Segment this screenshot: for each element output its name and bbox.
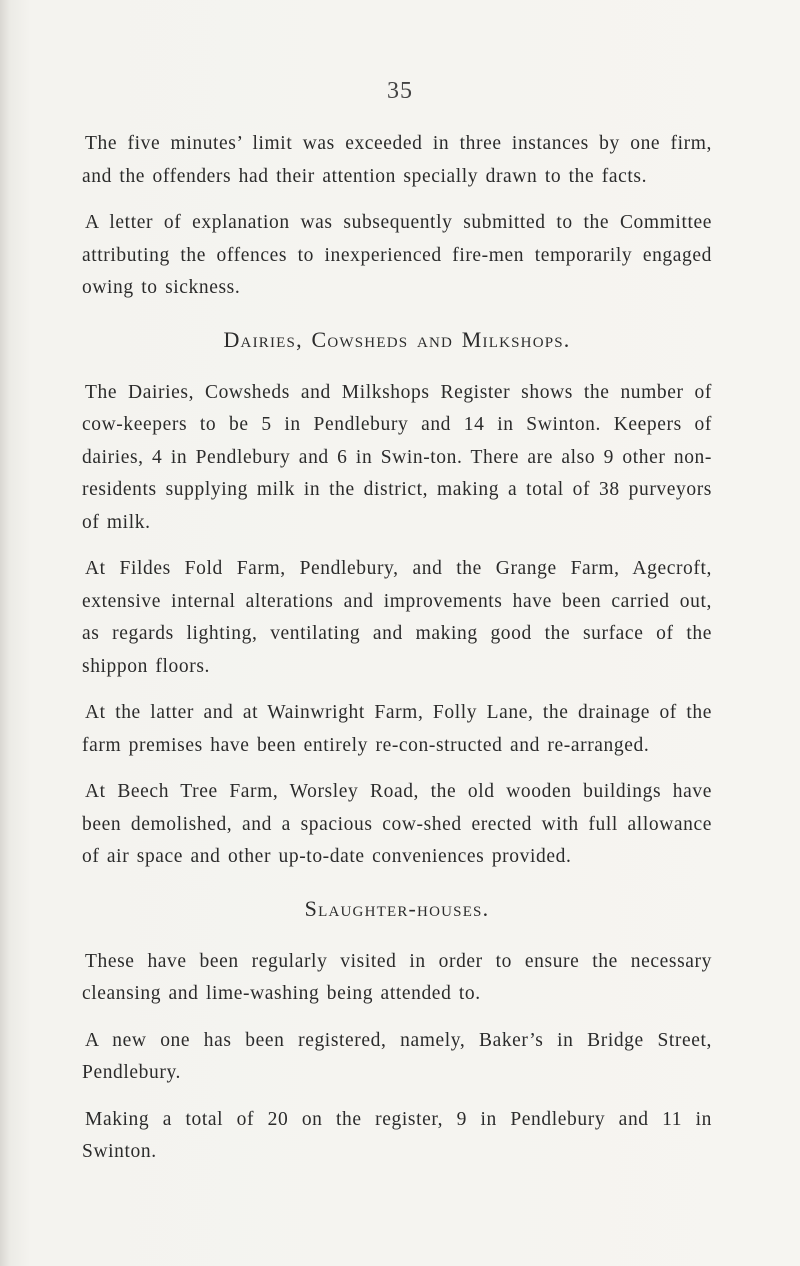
paragraph: A letter of explanation was subsequently submitted to the Committee attributing the offences to inexperienced fire-men temporarily engaged owing to sickness. bbox=[82, 212, 712, 298]
page-body bbox=[82, 128, 712, 1169]
section-heading-dairies: Dairies, Cowsheds and Milkshops. bbox=[223, 326, 571, 352]
paragraph: A new one has been registered, namely, Baker’s in Bridge Street, Pendlebury. bbox=[82, 1029, 712, 1083]
paragraph: The five minutes’ limit was exceeded in three instances by one firm, and the offenders had their attention specially drawn to the facts. bbox=[82, 133, 712, 187]
section-heading-slaughter-houses: Slaughter-houses. bbox=[304, 895, 490, 921]
paragraph: At Beech Tree Farm, Worsley Road, the old wooden buildings have been demolished, and a spacious cow-shed erected with full allowance of air space and other up-to-date conveniences provided. bbox=[82, 781, 712, 867]
paragraph: At the latter and at Wainwright Farm, Folly Lane, the drainage of the farm premises have been entirely re-con-structed and re-arranged. bbox=[82, 702, 712, 756]
paragraph: At Fildes Fold Farm, Pendlebury, and the Grange Farm, Agecroft, extensive internal alterations and improvements have been carried out, as regards lighting, ventilating and making good the surface of the shippon floors. bbox=[82, 558, 712, 677]
paragraph: Making a total of 20 on the register, 9 in Pendlebury and 11 in Swinton. bbox=[82, 1108, 712, 1162]
page-number: 35 bbox=[387, 78, 413, 104]
paragraph: These have been regularly visited in order to ensure the necessary cleansing and lime-washing being attended to. bbox=[82, 950, 712, 1004]
paragraph: The Dairies, Cowsheds and Milkshops Register shows the number of cow-keepers to be 5 in Pendlebury and 14 in Swinton. Keepers of dairies, 4 in Pendlebury and 6 in Swin-ton. There are also 9 other non-residents supplying milk in the district, making a total of 38 purveyors of milk. bbox=[82, 381, 712, 533]
